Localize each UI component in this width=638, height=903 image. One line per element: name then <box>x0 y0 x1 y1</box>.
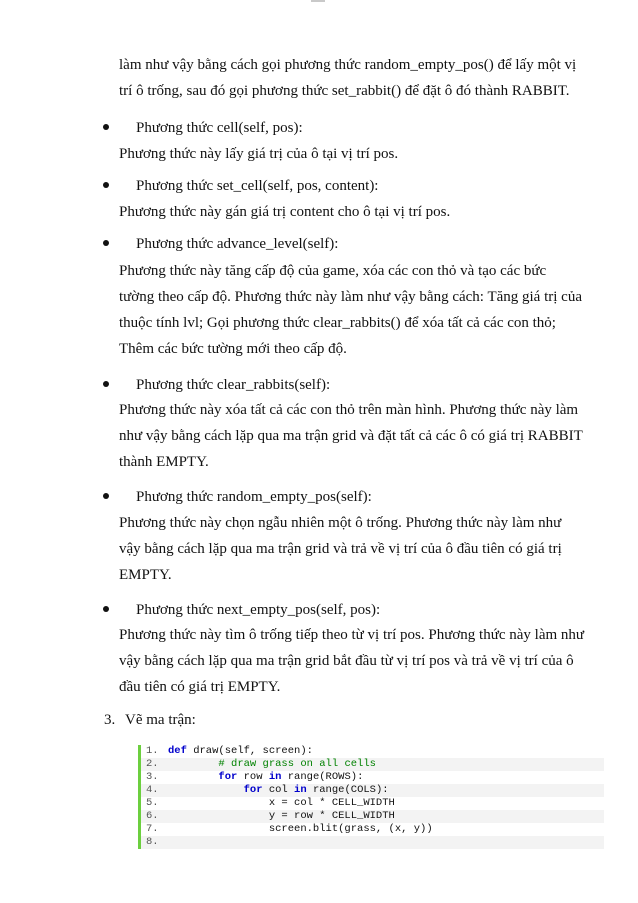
line-number: 5. <box>146 797 159 809</box>
method-description <box>119 397 603 475</box>
code-text: screen.blit(grass, (x, y)) <box>168 823 433 835</box>
bullet-icon <box>103 381 109 387</box>
bullet-icon <box>103 240 109 246</box>
method-description <box>119 141 603 167</box>
code-keyword: in <box>268 771 282 783</box>
description-line: thành EMPTY. <box>119 454 209 470</box>
method-title: Phương thức clear_rabbits(self): <box>136 377 331 393</box>
description-line: thuộc tính lvl; Gọi phương thức clear_rabbits() để xóa tất cả các con thỏ; <box>119 315 556 331</box>
code-line <box>141 797 604 810</box>
code-block <box>138 745 604 849</box>
description-line: tường theo cấp độ. Phương thức này làm như vậy bằng cách: Tăng giá trị của <box>119 289 582 305</box>
method-title: Phương thức next_empty_pos(self, pos): <box>136 602 381 618</box>
code-text <box>168 758 218 770</box>
code-keyword: in <box>294 784 307 796</box>
description-line: Thêm các bức tường mới theo cấp độ. <box>119 341 347 357</box>
code-text <box>168 771 218 783</box>
code-text: x = col * CELL_WIDTH <box>168 797 395 809</box>
line-number: 3. <box>146 771 159 783</box>
code-keyword: for <box>243 784 263 796</box>
line-number: 8. <box>146 836 159 848</box>
line-number: 4. <box>146 784 159 796</box>
bullet-icon <box>103 493 109 499</box>
section-title: Vẽ ma trận: <box>125 712 196 728</box>
line-number: 7. <box>146 823 159 835</box>
bullet-icon <box>103 606 109 612</box>
section-number: 3. <box>104 712 116 728</box>
code-text: range(COLS): <box>306 784 389 796</box>
intro-line: trí ô trống, sau đó gọi phương thức set_rabbit() để đặt ô đó thành RABBIT. <box>119 83 570 99</box>
code-keyword: for <box>218 771 238 783</box>
method-description <box>119 258 603 362</box>
section-heading <box>104 707 196 733</box>
method-title: Phương thức advance_level(self): <box>136 236 339 252</box>
line-number: 2. <box>146 758 159 770</box>
bullet-icon <box>103 182 109 188</box>
code-line <box>141 771 604 784</box>
line-number: 6. <box>146 810 159 822</box>
code-line <box>141 784 604 797</box>
bullet-icon <box>103 124 109 130</box>
code-line <box>141 745 604 758</box>
code-line <box>141 823 604 836</box>
method-description <box>119 199 603 225</box>
intro-line: làm như vậy bằng cách gọi phương thức random_empty_pos() để lấy một vị <box>119 57 577 73</box>
description-line: Phương thức này tìm ô trống tiếp theo từ vị trí pos. Phương thức này làm như <box>119 627 585 643</box>
code-text: col <box>262 784 295 796</box>
description-line: như vậy bằng cách lặp qua ma trận grid và đặt tất cả các ô có giá trị RABBIT <box>119 428 583 444</box>
line-number: 1. <box>146 745 159 757</box>
description-line: vậy bằng cách lặp qua ma trận grid và trả về vị trí của ô đầu tiên có giá trị <box>119 541 562 557</box>
page-top-mark <box>311 0 325 2</box>
method-title: Phương thức set_cell(self, pos, content): <box>136 178 379 194</box>
code-keyword: def <box>168 745 187 757</box>
method-description <box>119 622 603 700</box>
code-text: draw(self, screen): <box>186 745 313 757</box>
code-text <box>168 784 244 796</box>
description-line: đầu tiên có giá trị EMPTY. <box>119 679 281 695</box>
code-line <box>141 810 604 823</box>
code-comment: # draw grass on all cells <box>218 758 376 770</box>
intro-paragraph <box>119 52 603 104</box>
code-line <box>141 836 604 849</box>
method-title: Phương thức cell(self, pos): <box>136 120 303 136</box>
description-line: EMPTY. <box>119 567 172 583</box>
method-title: Phương thức random_empty_pos(self): <box>136 489 372 505</box>
description-line: Phương thức này xóa tất cả các con thỏ trên màn hình. Phương thức này làm <box>119 402 579 418</box>
method-description <box>119 510 603 588</box>
code-text: range(ROWS): <box>281 771 364 783</box>
code-text: row <box>237 771 269 783</box>
description-line: Phương thức này chọn ngẫu nhiên một ô trống. Phương thức này làm như <box>119 515 562 531</box>
description-line: Phương thức này tăng cấp độ của game, xóa các con thỏ và tạo các bức <box>119 263 547 279</box>
code-line <box>141 758 604 771</box>
description-line: Phương thức này lấy giá trị của ô tại vị trí pos. <box>119 146 399 162</box>
code-text: y = row * CELL_WIDTH <box>168 810 395 822</box>
description-line: Phương thức này gán giá trị content cho ô tại vị trí pos. <box>119 204 451 220</box>
description-line: vậy bằng cách lặp qua ma trận grid bắt đầu từ vị trí pos và trả về vị trí của ô <box>119 653 574 669</box>
